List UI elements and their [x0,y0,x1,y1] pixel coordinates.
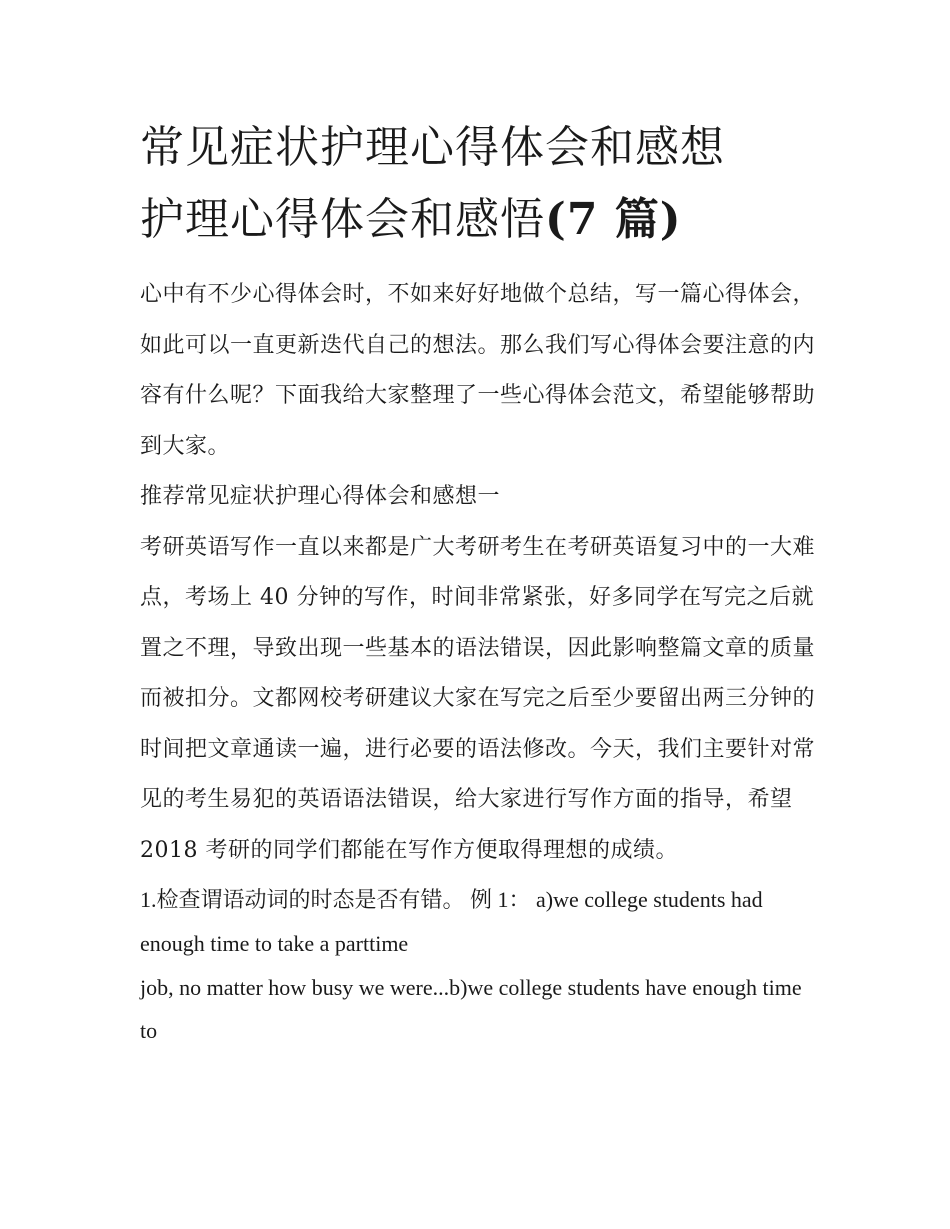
title-line-2: 护理心得体会和感悟 [140,194,545,245]
intro-paragraph: 心中有不少心得体会时，不如来好好地做个总结，写一篇心得体会，如此可以一直更新迭代自己的想法。那么我们写心得体会要注意的内容有什么呢？下面我给大家整理了一些心得体会范文，希望能够帮助到大家。 [140,282,816,459]
document-title [140,112,820,256]
example-paragraph-2: job, no matter how busy we were...b)we college students have enough time to [140,975,802,1043]
title-count: (7 篇) [545,194,682,245]
section-heading: 推荐常见症状护理心得体会和感想一 [140,484,501,509]
body-paragraph: 考研英语写作一直以来都是广大考研考生在考研英语复习中的一大难点，考场上 40 分钟的写作，时间非常紧张，好多同学在写完之后就置之不理，导致出现一些基本的语法错误，因此影响整篇文章的质量而被扣分。文都网校考研建议大家在写完之后至少要留出两三分钟的时间把文章通读一遍，进行必要的语法修改。今天，我们主要针对常见的考生易犯的英语语法错误，给大家进行写作方面的指导，希望 2018 考研的同学们都能在写作方便取得理想的成绩。 [140,534,816,863]
example-paragraph-1: 1.检查谓语动词的时态是否有错。 例 1： a)we college students had enough time to take a parttime [140,887,763,956]
document-page [140,112,820,1052]
title-line-1: 常见症状护理心得体会和感想 [140,122,725,173]
